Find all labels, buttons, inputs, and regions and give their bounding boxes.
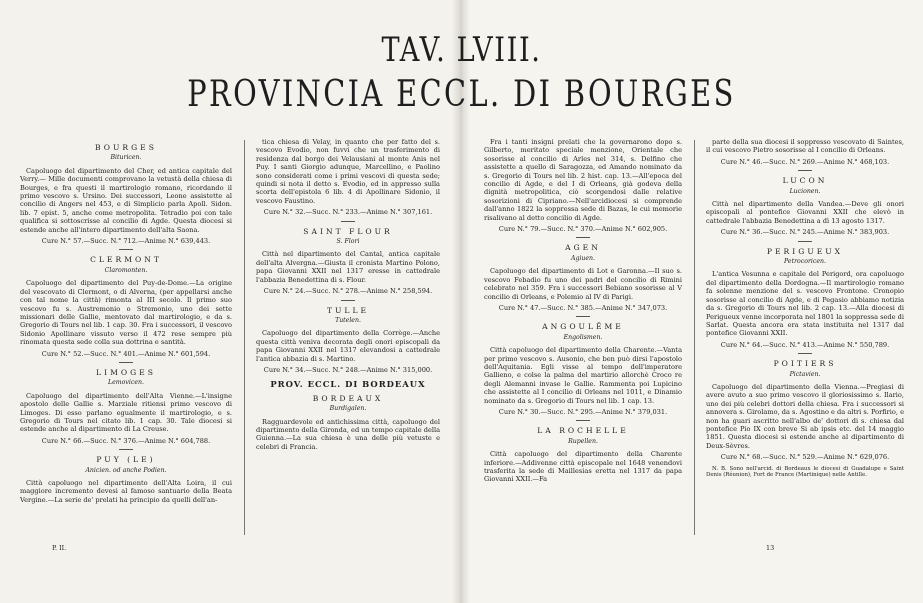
separator bbox=[798, 241, 812, 242]
column-2 bbox=[256, 138, 440, 453]
section-subtitle-tulle: Tutelen. bbox=[335, 316, 361, 324]
section-text-puy-cont: tica chiesa di Velay, in quanto che per fatto del s. vescovo Evodio, non fuvvi che un trasferimento di residenza dal borgo dei Velausiani al monte Anis nel Puy. I santi Giorgio adunque, Marcellino, e Paolino sono considerati come i primi vescovi di questa sede; quindi si nota il detto s. Evodio, ed in appresso sulla scorta dell'epistola 6 lib. 4 di Apollinare Sidonio, il vescovo Faustino. bbox=[256, 138, 440, 205]
separator bbox=[576, 316, 590, 317]
section-title-la-rochelle: LA ROCHELLE bbox=[537, 426, 629, 436]
section-subtitle-angouleme: Engolismen. bbox=[563, 333, 603, 341]
section-subtitle-bourges: Bituricen. bbox=[110, 154, 142, 162]
section-text-perigueux: L'antica Vesunna e capitale del Perigord, ora capoluogo del dipartimento della Dordogna.—Il martirologio romano fa solenne menzione del s. vescovo Frontone. Cronopio sosorisse al concilio di Agde, e di Pegasio abbiamo notizia da s. Gregorio di Tours nel lib. 2 cap. 13.—Alla diocesi di Perigueux venne incorporata nel 1801 la soppressa sede di Sarlat. Questa ancora era stata instituita nel 1317 dal pontefice Giovanni XXII. bbox=[706, 270, 904, 338]
section-title-saint-flour: SAINT FLOUR bbox=[303, 226, 393, 236]
section-subtitle-puy: Anicien. od anche Podien. bbox=[85, 466, 167, 474]
stats-bourges: Cure N.° 57.—Succ. N.° 712.—Anime N.° 639,443. bbox=[41, 237, 211, 246]
column-3 bbox=[484, 138, 682, 486]
section-text-lucon: Città nel dipartimento della Vandea.—Deve gli onori episcopali al pontefice Giovanni XXII che elevò in cattedrale l'abbazia Benedettina a dì 13 agosto 1317. bbox=[706, 200, 904, 225]
stats-saint-flour: Cure N.° 24.—Succ. N.° 278.—Anime N.° 258,594. bbox=[263, 287, 433, 296]
stats-poitiers: Cure N.° 68.—Succ. N.° 529.—Anime N.° 629,076. bbox=[720, 453, 890, 462]
stats-clermont: Cure N.° 52.—Succ. N.° 401.—Anime N.° 601,594. bbox=[41, 349, 211, 358]
column-4 bbox=[706, 138, 904, 481]
separator bbox=[119, 449, 133, 450]
section-title-perigueux: PERIGUEUX bbox=[766, 246, 844, 256]
folio-right: 13 bbox=[766, 544, 775, 552]
separator bbox=[119, 249, 133, 250]
section-text-bordeaux-cont: Fra i tanti insigni prelati che la governarono dopo s. Gilberto, meritato speciale menzione, Orientale che sosorisse al concilio di Arles nel 314, s. Delfino che assistette a quello di Saragozza, ed Amando nominato da s. Gregorio di Tours nel lib. 2 hist. cap. 13.—All'epoca del concilio di Agde, e del I di Orleans, già godeva della dignità metropolitica, ciò scorgendosi dalle relative sosorizioni di Cipriano.—Nell'arcidiocesi si comprende dall'anno 1822 la soppressa sede di Bazas, le cui memorie risalivano al detto concilio di Agde. bbox=[484, 138, 682, 222]
column-1 bbox=[20, 138, 232, 506]
section-title-clermont: CLERMONT bbox=[90, 255, 162, 265]
section-text-bourges: Capoluogo del dipartimento del Cher, ed antica capitale del Verry.— Mille documenti comprovano la vetustà della chiesa di Bourges, e fra questi il martirologio romano, ricordando il primo vescovo s. Ursino. Dei successori, Leone assistette al concilio di Angers nel 453, e di Simplicio parla Apoll. Sidon. lib. 7 epist. 5, anche come metropolita. Tetradio poi con tale qualifica si sottoscrisse al concilio di Agde. Questa diocesi si estende anche all'intero dipartimento dell'alta Saona. bbox=[20, 166, 232, 234]
separator bbox=[798, 353, 812, 354]
separator bbox=[576, 237, 590, 238]
separator bbox=[576, 420, 590, 421]
section-text-tulle: Capoluogo del dipartimento della Corrège.—Anche questa città veniva decorata degli onori episcopali da papa Giovanni XXII nel 1317 elevandosi a cattedrale l'antica abbazia di s. Martino. bbox=[256, 329, 440, 363]
section-subtitle-agen: Agiuen. bbox=[570, 254, 595, 262]
section-text-poitiers: Capoluogo del dipartimento della Vienna.—Pregiasi di avere avuto a suo primo vescovo il gloriosissimo s. Ilario, uno dei più celebri dottori della chiesa. Fra i successori si annovera s. Girolamo, da s. Agostino e da altri s. Porfirio, e non ha guari ascritto nell'albo de' dottori di s. chiesa dal pontefice Pio IX con breve Si ab ipsis etc. del 14 maggio 1851. Questa diocesi si estende anche al dipartimento di Deux-Sèvres. bbox=[706, 382, 904, 450]
separator bbox=[341, 300, 355, 301]
folio-left: P. II. bbox=[52, 544, 67, 552]
section-title-tulle: TULLE bbox=[326, 305, 370, 315]
footnote: N. B. Sono nell'arcid. di Bordeaux le diocesi di Guadalupe e Saint Denis (Réunion), Fort de France (Martinique) nelle Antille. bbox=[706, 465, 904, 479]
section-subtitle-poitiers: Pictavien. bbox=[789, 370, 821, 378]
section-title-limoges: LIMOGES bbox=[96, 367, 156, 377]
stats-tulle: Cure N.° 34.—Succ. N.° 248.—Anime N.° 315,000. bbox=[263, 365, 433, 374]
separator bbox=[798, 170, 812, 171]
column-rule bbox=[694, 140, 695, 535]
separator bbox=[341, 221, 355, 222]
section-text-bordeaux: Ragguardevole ed antichissima città, capoluogo del dipartimento della Gironda, ed un tempo capitale della Guienna.—La sua chiesa è una delle più vetuste e celebri di Francia. bbox=[256, 417, 440, 451]
section-subtitle-bordeaux: Burdigalen. bbox=[329, 405, 367, 413]
section-subtitle-limoges: Lemovicen. bbox=[108, 379, 144, 387]
section-title-bordeaux: BORDEAUX bbox=[312, 393, 384, 403]
stats-la-rochelle: Cure N.° 46.—Succ. N.° 269.—Anime N.° 468,103. bbox=[720, 157, 890, 166]
section-text-la-rochelle: Città capoluogo del dipartimento della Charente inferiore.—Addivenne città episcopale nel 1648 venendovi trasferita la sede di Maillesias eretta nel 1317 da papa Giovanni XXII.—Fa bbox=[484, 450, 682, 484]
stats-limoges: Cure N.° 66.—Succ. N.° 376.—Anime N.° 604,788. bbox=[41, 436, 211, 445]
province-heading-bordeaux: PROV. ECCL. DI BORDEAUX bbox=[270, 379, 426, 390]
section-text-saint-flour: Città nel dipartimento del Cantal, antica capitale dell'alta Alvergna.—Giusta il cronista Martino Polono, papa Giovanni XXII nel 1317 eresse in cattedrale l'abbazia Benedettina di s. Flour. bbox=[256, 250, 440, 284]
section-text-puy: Città capoluogo nel dipartimento dell'Alta Loira, il cui maggiore incremento devesi al famoso santuario della Beata Vergine.—La serie de' prelati ha principio da quelli dell'an- bbox=[20, 479, 232, 504]
section-text-clermont: Capoluogo del dipartimento del Puy-de-Dome.—La origine del vescovato di Clermont, o di Alverna, (per appellarsi anche con tal nome la città) rimonta al III secolo. Il primo suo vescovo fu s. Austremonio o Stremonio, uno dei sette missionari delle Gallie, mentovato dal martirologio, e da s. Gregorio di Tours nel lib. 1 cap. 30. Fra i successori, il vescovo Sidonio Apollinare vissuto verso il 472 rese sempre più rinomata questa sede colla sua dottrina e santità. bbox=[20, 279, 232, 347]
section-text-limoges: Capoluogo del dipartimento dell'Alta Vienne.—L'insigne apostolo delle Gallie s. Marziale ritiensi primo vescovo di Limoges. Di esso parlano egualmente il martirologio, e s. Gregorio di Tours nel citato lib. 1 cap. 30. Tale diocesi si estende anche al dipartimento di La Creuse. bbox=[20, 391, 232, 434]
section-title-angouleme: ANGOULÊME bbox=[542, 322, 624, 332]
section-text-la-rochelle-cont: parte della sua diocesi il soppresso vescovato di Saintes, il cui vescovo Pietro sosorisse al I concilio di Orleans. bbox=[706, 138, 904, 155]
section-subtitle-la-rochelle: Rupellen. bbox=[568, 437, 598, 445]
separator bbox=[119, 362, 133, 363]
section-text-agen: Capoluogo del dipartimento di Lot e Garonna.—Il suo s. vescovo Febadio fu uno dei padri del concilio di Rimini celebrato nel 359. Fra i successori Bebiano sosorisse al V concilio di Orleans, e Polemio al IV di Parigi. bbox=[484, 267, 682, 301]
section-title-bourges: BOURGES bbox=[95, 143, 157, 152]
stats-bordeaux: Cure N.° 79.—Succ. N.° 370.—Anime N.° 602,905. bbox=[498, 225, 668, 234]
stats-lucon: Cure N.° 36.—Succ. N.° 245.—Anime N.° 383,903. bbox=[720, 228, 890, 237]
stats-angouleme: Cure N.° 30.—Succ. N.° 295.—Anime N.° 379,031. bbox=[498, 407, 668, 416]
section-subtitle-clermont: Claromonten. bbox=[104, 266, 148, 274]
section-subtitle-lucon: Lucionen. bbox=[789, 187, 821, 195]
province-title: PROVINCIA ECCL. DI BOURGES bbox=[187, 74, 736, 115]
stats-puy: Cure N.° 32.—Succ. N.° 233.—Anime N.° 307,161. bbox=[263, 208, 433, 217]
section-text-angouleme: Città capoluogo del dipartimento della Charente.—Vanta per primo vescovo s. Ausonio, che ben può dirsi l'apostolo dell'Aquitania. Egli visse al tempo dell'imperatore Gallieno, e colse la palma del martirio allorchè Croco re degli Alemanni invase le Gallie. Rammenta poi Lupicino che assistette al I concilio di Orleans nel 1011, e Dinamio nominato da s. Gregorio di Tours nel lib. 1 cap. 13. bbox=[484, 346, 682, 405]
section-subtitle-perigueux: Petrocoricen. bbox=[784, 258, 826, 266]
section-title-puy: PUY (LE) bbox=[96, 455, 156, 465]
section-title-poitiers: POITIERS bbox=[773, 359, 837, 369]
plate-title: TAV. LVIII. bbox=[381, 30, 542, 70]
stats-agen: Cure N.° 47.—Succ. N.° 385.—Anime N.° 347,073. bbox=[498, 303, 668, 312]
stats-perigueux: Cure N.° 64.—Succ. N.° 413.—Anime N.° 550,789. bbox=[720, 340, 890, 349]
column-rule bbox=[244, 140, 245, 535]
section-title-lucon: LUCON bbox=[782, 176, 828, 186]
section-title-agen: AGEN bbox=[565, 243, 601, 253]
section-subtitle-saint-flour: S. Flori bbox=[336, 238, 360, 246]
